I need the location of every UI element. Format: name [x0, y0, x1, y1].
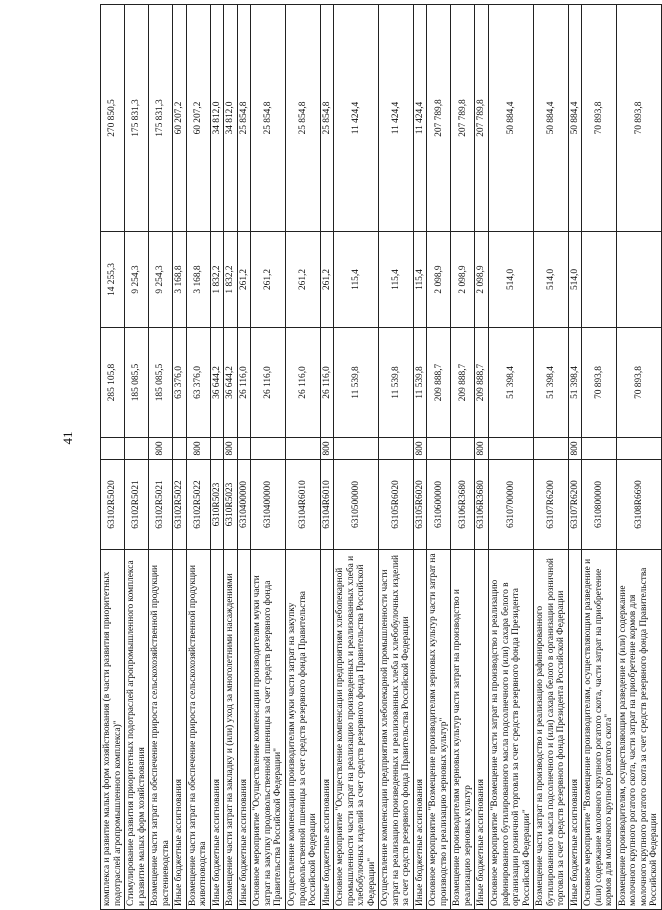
- row-total-cell: 70 893,8: [616, 328, 661, 438]
- row-total-cell: 209 888,7: [451, 328, 475, 438]
- row-federal-cell: 60 207,2: [173, 5, 187, 232]
- row-total-cell: 36 644,2: [210, 328, 224, 438]
- table-row: [101, 5, 125, 910]
- row-regional-cell: 115,4: [334, 232, 379, 328]
- row-expense-type-cell: 800: [475, 438, 489, 460]
- table-row: [451, 5, 475, 910]
- row-expense-type-cell: [101, 438, 125, 460]
- row-regional-cell: 3 168,8: [186, 232, 210, 328]
- row-name-cell: Иные бюджетные ассигнования: [413, 550, 427, 910]
- row-code-cell: 63108R6690: [616, 460, 661, 550]
- row-regional-cell: 115,4: [379, 232, 414, 328]
- row-federal-cell: 60 207,2: [186, 5, 210, 232]
- row-name-cell: Основное мероприятие "Осуществление компенсации производителям муки части затрат на закупку продовольственной пшеницы за счет средств резервного фонда Правительства Российской Федерации": [251, 550, 286, 910]
- table-row: [149, 5, 173, 910]
- row-federal-cell: 11 424,4: [413, 5, 427, 232]
- row-name-cell: Возмещение производителям, осуществляющим разведение и (или) содержание молочного крупного рогатого скота, части затрат на приобретение кормов для молочного крупного рогатого скота за счет средств резервного фонда Правительства Российской Федерации: [616, 550, 661, 910]
- row-name-cell: Осуществление компенсации производителям муки части затрат на закупку продовольственной пшеницы за счет средств резервного фонда Правительства Российской Федерации: [285, 550, 320, 910]
- row-name-cell: Возмещение части затрат на закладку и (или) уход за многолетними насаждениями: [224, 550, 238, 910]
- table-row: [413, 5, 427, 910]
- row-total-cell: 51 398,4: [568, 328, 582, 438]
- row-regional-cell: 9 254,3: [149, 232, 173, 328]
- budget-table-sheet: [100, 5, 660, 910]
- row-code-cell: 63104R6010: [320, 460, 334, 550]
- row-regional-cell: 261,2: [320, 232, 334, 328]
- row-name-cell: Возмещение части затрат на производство и реализацию рафинированного бутилированного масла подсолнечного и (или) сахара белого в организации розничной торговли за счет средств резервного фонда Президента Российской Федерации: [534, 550, 569, 910]
- row-code-cell: 6310500000: [334, 460, 379, 550]
- row-federal-cell: 34 812,0: [224, 5, 238, 232]
- row-federal-cell: 50 884,4: [534, 5, 569, 232]
- row-federal-cell: 270 850,5: [101, 5, 125, 232]
- row-regional-cell: [616, 232, 661, 328]
- row-regional-cell: 115,4: [413, 232, 427, 328]
- row-expense-type-cell: [489, 438, 534, 460]
- row-regional-cell: 9 254,3: [125, 232, 149, 328]
- row-regional-cell: 2 098,9: [475, 232, 489, 328]
- row-expense-type-cell: [379, 438, 414, 460]
- row-expense-type-cell: [210, 438, 224, 460]
- table-row: [320, 5, 334, 910]
- table-row: [534, 5, 569, 910]
- row-regional-cell: 2 098,9: [451, 232, 475, 328]
- table-row: [582, 5, 617, 910]
- row-total-cell: 185 085,5: [149, 328, 173, 438]
- row-federal-cell: 50 884,4: [489, 5, 534, 232]
- row-regional-cell: 1 832,2: [210, 232, 224, 328]
- row-expense-type-cell: [616, 438, 661, 460]
- row-regional-cell: 261,2: [237, 232, 251, 328]
- row-regional-cell: 514,0: [489, 232, 534, 328]
- row-code-cell: 6310700000: [489, 460, 534, 550]
- row-federal-cell: 11 424,4: [379, 5, 414, 232]
- row-name-cell: Основное мероприятие "Возмещение производителям, осуществляющим разведение и (или) содержание молочного крупного рогатого скота, части затрат на приобретение кормов для молочного крупного рогатого скота": [582, 550, 617, 910]
- row-code-cell: 6310R5023: [210, 460, 224, 550]
- row-code-cell: 6310400000: [251, 460, 286, 550]
- row-federal-cell: 50 884,4: [568, 5, 582, 232]
- row-total-cell: 26 116,0: [237, 328, 251, 438]
- row-expense-type-cell: 800: [186, 438, 210, 460]
- budget-table: [100, 4, 662, 910]
- row-expense-type-cell: [237, 438, 251, 460]
- row-total-cell: 185 085,5: [125, 328, 149, 438]
- row-total-cell: 51 398,4: [534, 328, 569, 438]
- row-federal-cell: 175 831,3: [125, 5, 149, 232]
- row-expense-type-cell: [334, 438, 379, 460]
- table-row: [379, 5, 414, 910]
- row-name-cell: Иные бюджетные ассигнования: [568, 550, 582, 910]
- row-expense-type-cell: [427, 438, 451, 460]
- row-federal-cell: 207 789,8: [475, 5, 489, 232]
- row-federal-cell: 11 424,4: [334, 5, 379, 232]
- table-row: [186, 5, 210, 910]
- row-code-cell: 6310400000: [237, 460, 251, 550]
- row-code-cell: 63106R3680: [451, 460, 475, 550]
- row-name-cell: Иные бюджетные ассигнования: [210, 550, 224, 910]
- row-name-cell: Возмещение части затрат на обеспечение прироста сельскохозяйственной продукции животноводства: [186, 550, 210, 910]
- row-total-cell: 285 105,8: [101, 328, 125, 438]
- row-total-cell: 51 398,4: [489, 328, 534, 438]
- row-expense-type-cell: [251, 438, 286, 460]
- table-row: [285, 5, 320, 910]
- row-regional-cell: 514,0: [534, 232, 569, 328]
- row-code-cell: 6310R5023: [224, 460, 238, 550]
- row-regional-cell: 14 255,3: [101, 232, 125, 328]
- row-regional-cell: 261,2: [251, 232, 286, 328]
- row-code-cell: 63102R5021: [149, 460, 173, 550]
- row-total-cell: 63 376,0: [173, 328, 187, 438]
- row-total-cell: 209 888,7: [475, 328, 489, 438]
- row-expense-type-cell: [173, 438, 187, 460]
- row-code-cell: 63102R5022: [173, 460, 187, 550]
- row-regional-cell: 3 168,8: [173, 232, 187, 328]
- table-row: [489, 5, 534, 910]
- row-name-cell: Иные бюджетные ассигнования: [320, 550, 334, 910]
- row-federal-cell: 175 831,3: [149, 5, 173, 232]
- row-name-cell: Основное мероприятие "Осуществление компенсации предприятиям хлебопекарной промышленности части затрат на реализацию произведенных и реализованных хлеба и хлебобулочных изделий за счет средств резервного фонда Правительства Российской Федерации": [334, 550, 379, 910]
- row-expense-type-cell: [582, 438, 617, 460]
- row-code-cell: 6310600000: [427, 460, 451, 550]
- row-regional-cell: 514,0: [568, 232, 582, 328]
- row-code-cell: 6310800000: [582, 460, 617, 550]
- row-code-cell: 63105R6020: [379, 460, 414, 550]
- row-regional-cell: 261,2: [285, 232, 320, 328]
- row-expense-type-cell: [534, 438, 569, 460]
- row-total-cell: 26 116,0: [251, 328, 286, 438]
- row-total-cell: 36 644,2: [224, 328, 238, 438]
- table-row: [224, 5, 238, 910]
- row-total-cell: 11 539,8: [413, 328, 427, 438]
- row-expense-type-cell: [451, 438, 475, 460]
- row-code-cell: 63106R3680: [475, 460, 489, 550]
- row-expense-type-cell: [125, 438, 149, 460]
- row-name-cell: Иные бюджетные ассигнования: [237, 550, 251, 910]
- table-row: [568, 5, 582, 910]
- row-total-cell: 26 116,0: [285, 328, 320, 438]
- table-row: [334, 5, 379, 910]
- row-name-cell: Основное мероприятие "Возмещение производителям зерновых культур части затрат на производство и реализацию зерновых культур": [427, 550, 451, 910]
- table-row: [251, 5, 286, 910]
- row-total-cell: 11 539,8: [379, 328, 414, 438]
- row-total-cell: 70 893,8: [582, 328, 617, 438]
- table-row: [237, 5, 251, 910]
- row-federal-cell: 25 854,8: [251, 5, 286, 232]
- row-code-cell: 63107R6200: [534, 460, 569, 550]
- row-name-cell: Иные бюджетные ассигнования: [173, 550, 187, 910]
- row-name-cell: Стимулирование развития приоритетных подотраслей агропромышленного комплекса и развитие малых форм хозяйствования: [125, 550, 149, 910]
- row-federal-cell: 70 893,8: [616, 5, 661, 232]
- row-expense-type-cell: 800: [320, 438, 334, 460]
- row-total-cell: 11 539,8: [334, 328, 379, 438]
- row-expense-type-cell: 800: [149, 438, 173, 460]
- table-row: [173, 5, 187, 910]
- row-expense-type-cell: [285, 438, 320, 460]
- row-federal-cell: 207 789,8: [427, 5, 451, 232]
- table-row: [427, 5, 451, 910]
- row-total-cell: 209 888,7: [427, 328, 451, 438]
- row-expense-type-cell: 800: [413, 438, 427, 460]
- row-name-cell: комплекса и развитие малых форм хозяйствования (в части развития приоритетных подотраслей агропромышленного комплекса)": [101, 550, 125, 910]
- row-code-cell: 63107R6200: [568, 460, 582, 550]
- row-regional-cell: 1 832,2: [224, 232, 238, 328]
- row-federal-cell: 70 893,8: [582, 5, 617, 232]
- row-regional-cell: [582, 232, 617, 328]
- row-code-cell: 63102R5020: [101, 460, 125, 550]
- row-expense-type-cell: 800: [568, 438, 582, 460]
- row-expense-type-cell: 800: [224, 438, 238, 460]
- row-name-cell: Возмещение части затрат на обеспечение прироста сельскохозяйственной продукции растениеводства: [149, 550, 173, 910]
- row-name-cell: Возмещение производителям зерновых культур части затрат на производство и реализацию зерновых культур: [451, 550, 475, 910]
- row-name-cell: Осуществление компенсации предприятиям хлебопекарной промышленности части затрат на реализацию произведенных и реализованных хлеба и хлебобулочных изделий за счет средств резервного фонда Правительства Российской Федерации: [379, 550, 414, 910]
- row-code-cell: 63104R6010: [285, 460, 320, 550]
- row-federal-cell: 25 854,8: [237, 5, 251, 232]
- row-code-cell: 63102R5022: [186, 460, 210, 550]
- row-federal-cell: 25 854,8: [285, 5, 320, 232]
- table-row: [475, 5, 489, 910]
- row-total-cell: 26 116,0: [320, 328, 334, 438]
- page-number: 41: [60, 431, 75, 445]
- budget-table-body: [101, 5, 662, 910]
- row-name-cell: Иные бюджетные ассигнования: [475, 550, 489, 910]
- row-federal-cell: 207 789,8: [451, 5, 475, 232]
- table-row: [125, 5, 149, 910]
- row-code-cell: 63105R6020: [413, 460, 427, 550]
- table-row: [210, 5, 224, 910]
- row-federal-cell: 25 854,8: [320, 5, 334, 232]
- table-row: [616, 5, 661, 910]
- row-name-cell: Основное мероприятие "Возмещение части затрат на производство и реализацию рафинированного бутилированного масла подсолнечного и (или) сахара белого в организации розничной торговли за счет средств резервного фонда Президента Российской Федерации": [489, 550, 534, 910]
- row-federal-cell: 34 812,0: [210, 5, 224, 232]
- row-code-cell: 63102R5021: [125, 460, 149, 550]
- row-regional-cell: 2 098,9: [427, 232, 451, 328]
- row-total-cell: 63 376,0: [186, 328, 210, 438]
